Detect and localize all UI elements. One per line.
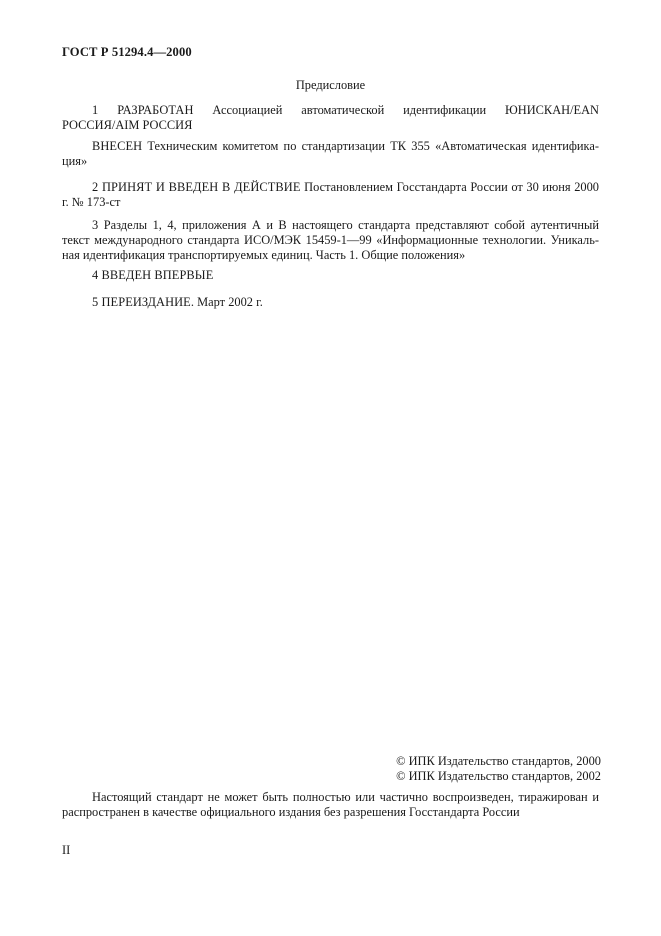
item-label: ВНЕСЕН <box>92 139 143 153</box>
standard-designation: ГОСТ Р 51294.4—2000 <box>62 45 192 59</box>
preface-item-3 <box>62 218 599 263</box>
item-label: 5 ПЕРЕИЗДАНИЕ. <box>92 295 195 309</box>
preface-item-5 <box>62 295 599 310</box>
item-text: Март 2002 г. <box>194 295 263 309</box>
copyright-line: © ИПК Издательство стандартов, 2002 <box>396 769 601 783</box>
preface-item-1 <box>62 103 599 133</box>
preface-item-4 <box>62 268 599 283</box>
preface-item-2 <box>62 180 599 210</box>
preface-item-introduced <box>62 139 599 169</box>
page-number: II <box>62 843 71 857</box>
item-label: 1 РАЗРАБОТАН <box>92 103 194 117</box>
copyright-line: © ИПК Издательство стандартов, 2000 <box>396 754 601 768</box>
copyright-block <box>300 754 601 784</box>
item-text: Ассоциацией автоматической идентификации ЮНИСКАН/EAN РОССИЯ/AIM РОССИЯ <box>62 103 599 132</box>
item-label: 4 ВВЕДЕН ВПЕРВЫЕ <box>92 268 214 282</box>
preface-title: Предисловие <box>295 78 366 92</box>
reproduction-notice: Настоящий стандарт не может быть полностью или частично воспроизведен, тиражирован и распространен в качестве официального издания без разрешения Госстандарта России <box>62 790 599 819</box>
item-label: 3 <box>92 218 99 232</box>
item-label: 2 ПРИНЯТ И ВВЕДЕН В ДЕЙСТВИЕ <box>92 180 301 194</box>
item-text: Постановлением Госстандарта России от 30 июня 2000 г. № 173-ст <box>62 180 600 209</box>
item-text: Техническим комитетом по стандартизации ТК 355 «Автоматическая идентификация» <box>62 139 599 168</box>
item-text: Разделы 1, 4, приложения А и В настоящего стандарта представляют собой аутентичный текст международного стандарта ИСО/МЭК 15459-1—99 «Информационные технологии. Уникальная идентификация транспортируемых единиц. Часть 1. Общие положения» <box>62 218 599 262</box>
